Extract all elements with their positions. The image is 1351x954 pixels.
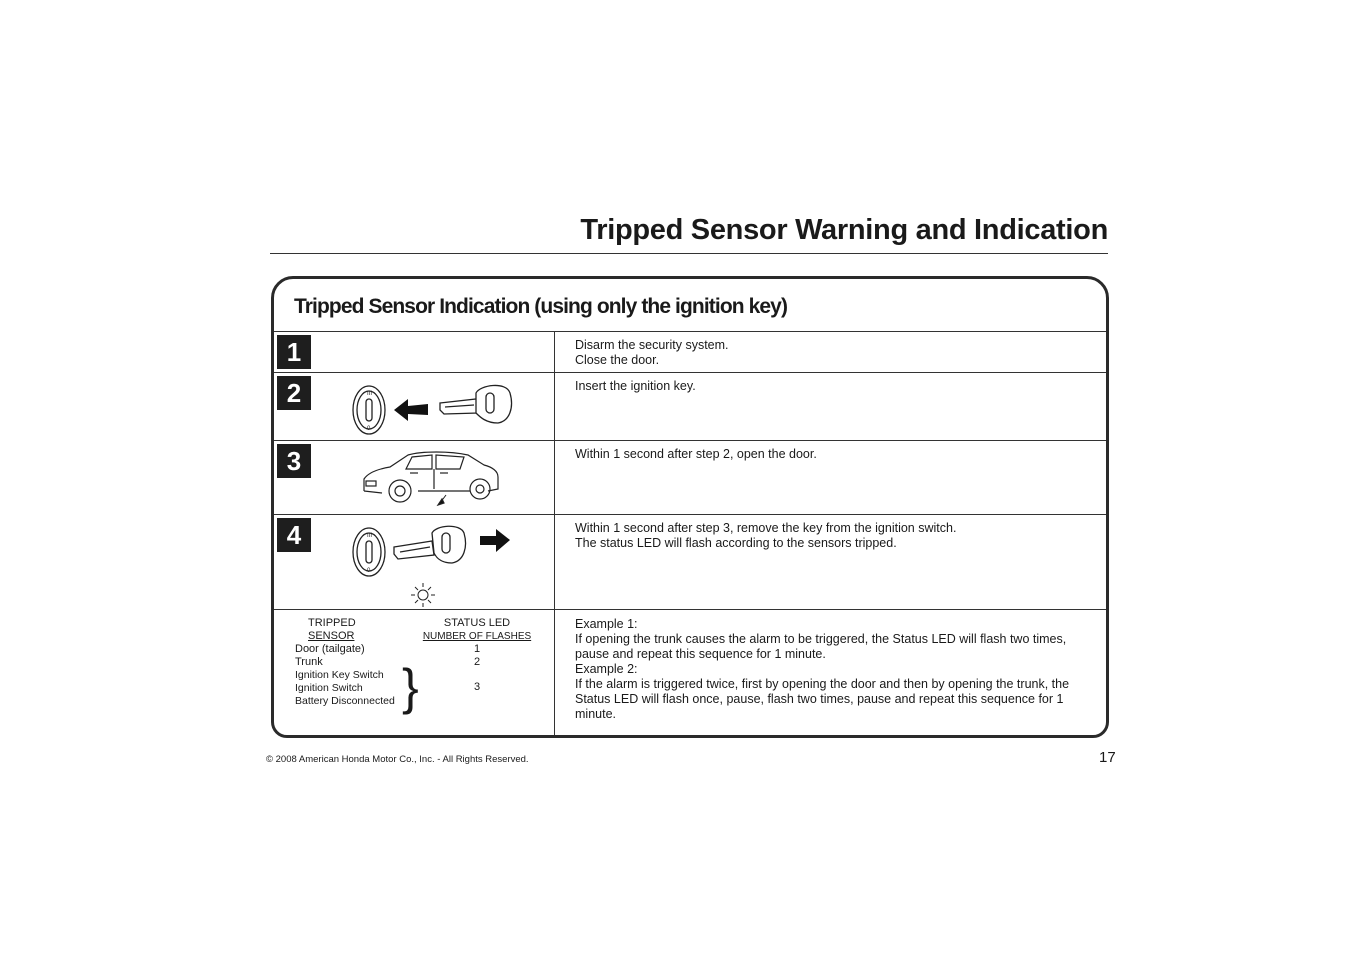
legend-sensor: Battery Disconnected — [295, 695, 395, 707]
examples-text — [575, 617, 1086, 722]
key-icon — [394, 526, 466, 563]
svg-text:III: III — [367, 533, 373, 539]
arrow-right-icon — [480, 529, 510, 552]
legend-sensor: Trunk — [295, 656, 323, 668]
legend-row — [274, 609, 1106, 735]
legend-flash-count-list — [470, 643, 484, 694]
ignition-illustration — [348, 379, 518, 439]
legend-sensor: Ignition Switch — [295, 682, 363, 694]
legend-flash-count: 3 — [473, 681, 481, 693]
step-illustration-cell — [274, 373, 555, 440]
step-text-line: Disarm the security system. — [575, 338, 729, 352]
svg-text:0: 0 — [367, 426, 371, 432]
legend-header-line: TRIPPED — [308, 617, 356, 629]
step-text — [575, 447, 1086, 462]
box-title: Tripped Sensor Indication (using only the ignition key) — [294, 295, 788, 318]
example-line: If opening the trunk causes the alarm to be triggered, the Status LED will flash two times, pause and repeat this sequence for 1 minute. — [575, 632, 1067, 661]
step-text — [575, 521, 1086, 551]
step-row-4 — [274, 514, 1106, 609]
step-text-line: The status LED will flash according to the sensors tripped. — [575, 536, 897, 550]
key-icon — [440, 385, 512, 423]
step-number: 2 — [277, 376, 311, 410]
instruction-box — [271, 276, 1109, 738]
step-number: 1 — [277, 335, 311, 369]
step-row-2 — [274, 372, 1106, 440]
step-number: 3 — [277, 444, 311, 478]
example-line: Example 1: — [575, 617, 638, 631]
legend-header-sensor — [308, 617, 356, 643]
step-text-line: Close the door. — [575, 353, 660, 367]
legend-flash-count: 1 — [473, 643, 481, 655]
page-title: Tripped Sensor Warning and Indication — [580, 214, 1108, 246]
svg-text:0: 0 — [367, 568, 371, 574]
legend-header-line: STATUS LED — [443, 617, 511, 629]
step-number: 4 — [277, 518, 311, 552]
legend-sensor: Ignition Key Switch — [295, 669, 384, 681]
ignition-switch-icon — [353, 528, 385, 576]
svg-text:III: III — [367, 391, 373, 397]
step-illustration-cell — [274, 441, 555, 514]
step-row-3 — [274, 440, 1106, 514]
car-icon — [360, 447, 504, 511]
grouping-brace: } — [402, 659, 419, 715]
step-row-1 — [274, 331, 1106, 372]
step-text — [575, 338, 1086, 368]
legend-header-flashes — [422, 617, 532, 643]
step-illustration-cell — [274, 332, 555, 372]
legend-header-line: SENSOR — [308, 630, 355, 642]
ignition-switch-icon — [353, 386, 385, 434]
arrow-left-icon — [394, 399, 428, 421]
step-text-line: Within 1 second after step 2, open the door. — [575, 447, 817, 461]
legend-header-line: NUMBER OF FLASHES — [422, 631, 532, 642]
copyright-footer: © 2008 American Honda Motor Co., Inc. - All Rights Reserved. — [266, 754, 529, 765]
step-text — [575, 379, 1086, 394]
step-text-line: Within 1 second after step 3, remove the key from the ignition switch. — [575, 521, 957, 535]
example-line: If the alarm is triggered twice, first by opening the door and then by opening the trunk, the Status LED will flash once, pause, flash two times, pause and repeat this sequence for 1 minute. — [575, 677, 1070, 721]
legend-sensor-list — [295, 643, 395, 708]
status-led-flash-icon — [411, 583, 435, 607]
sensor-legend — [274, 610, 555, 735]
step-illustration-cell — [274, 515, 555, 609]
page-number: 17 — [1099, 749, 1116, 766]
step-text-line: Insert the ignition key. — [575, 379, 696, 393]
remove-key-illustration — [348, 521, 518, 609]
title-rule — [270, 253, 1108, 254]
legend-sensor: Door (tailgate) — [295, 643, 365, 655]
legend-flash-count: 2 — [473, 656, 481, 668]
example-line: Example 2: — [575, 662, 638, 676]
